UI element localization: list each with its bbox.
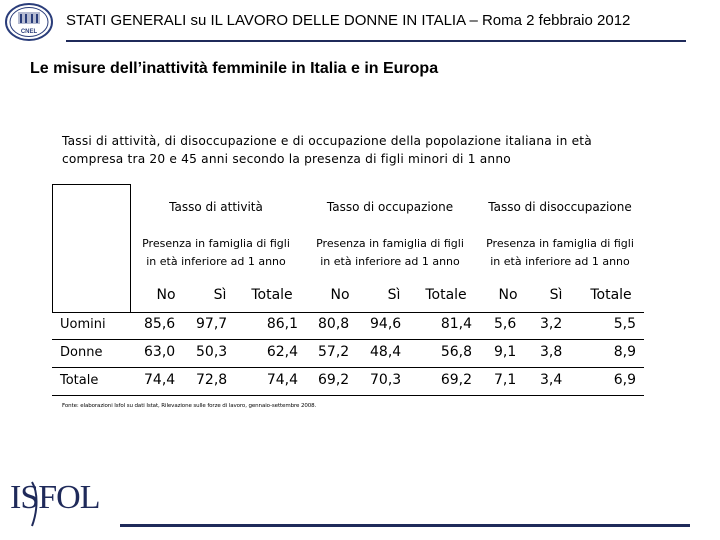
table-caption: Tassi di attività, di disoccupazione e di occupazione della popolazione italiana in età compresa tra 20 e 45 anni secondo la presenza di figli minori di 1 anno — [62, 134, 592, 166]
col-header-totale: Totale — [590, 287, 632, 303]
row-label: Uomini — [60, 317, 106, 332]
col-header-no: No — [498, 287, 518, 303]
slide-title: Le misure dell’inattività femminile in Italia e in Europa — [30, 60, 439, 77]
cell-value: 97,7 — [196, 316, 228, 332]
cell-value: 50,3 — [196, 344, 228, 360]
col-header-totale: Totale — [251, 287, 293, 303]
subheader-disoccupazione — [474, 235, 646, 271]
cell-value: 81,4 — [440, 316, 472, 332]
group-header-attivita: Tasso di attività — [169, 200, 263, 214]
row-separator — [52, 367, 644, 368]
seal-text: CNEL — [20, 29, 38, 35]
subheader-line: in età inferiore ad 1 anno — [146, 255, 286, 268]
cell-value: 74,4 — [266, 372, 298, 388]
cell-value: 3,8 — [540, 344, 563, 360]
cnel-seal-logo — [4, 2, 54, 42]
cell-value: 63,0 — [144, 344, 176, 360]
cell-value: 70,3 — [370, 372, 402, 388]
cell-value: 62,4 — [266, 344, 298, 360]
cell-value: 5,5 — [613, 316, 636, 332]
header-title: STATI GENERALI su IL LAVORO DELLE DONNE IN ITALIA – Roma 2 febbraio 2012 — [66, 12, 631, 29]
cell-value: 8,9 — [613, 344, 636, 360]
subheader-line: Presenza in famiglia di figli — [486, 237, 634, 250]
subheader-line: in età inferiore ad 1 anno — [320, 255, 460, 268]
isfol-logo — [8, 470, 118, 530]
row-separator — [52, 312, 644, 313]
isfol-logo-text: ISFOL — [10, 479, 100, 516]
col-header-si: Sì — [213, 287, 227, 303]
footer-divider — [120, 524, 690, 527]
col-header-si: Sì — [387, 287, 401, 303]
data-table — [52, 184, 644, 400]
cell-value: 6,9 — [613, 372, 636, 388]
col-header-no: No — [330, 287, 350, 303]
col-header-no: No — [156, 287, 176, 303]
source-footnote: Fonte: elaborazioni Isfol su dati Istat, Rilevazione sulle forze di lavoro, gennaio-settembre 2008. — [62, 403, 317, 409]
row-label: Donne — [60, 345, 103, 360]
cell-value: 69,2 — [318, 372, 350, 388]
cell-value: 56,8 — [440, 344, 472, 360]
subheader-occupazione — [304, 235, 476, 271]
cell-value: 72,8 — [196, 372, 228, 388]
group-header-occupazione: Tasso di occupazione — [326, 200, 454, 214]
row-separator — [52, 395, 644, 396]
cell-value: 86,1 — [266, 316, 298, 332]
header-divider — [66, 40, 686, 42]
subheader-line: Presenza in famiglia di figli — [142, 237, 290, 250]
group-header-disoccupazione: Tasso di disoccupazione — [488, 200, 632, 214]
col-header-si: Sì — [549, 287, 563, 303]
cell-value: 74,4 — [144, 372, 176, 388]
cell-value: 3,4 — [540, 372, 563, 388]
cell-value: 69,2 — [440, 372, 472, 388]
row-separator — [52, 339, 644, 340]
cell-value: 3,2 — [540, 316, 563, 332]
corner-box-left — [52, 184, 53, 312]
cell-value: 7,1 — [494, 372, 517, 388]
subheader-line: Presenza in famiglia di figli — [316, 237, 464, 250]
col-header-totale: Totale — [425, 287, 467, 303]
row-label: Totale — [60, 373, 99, 388]
cell-value: 85,6 — [144, 316, 176, 332]
cell-value: 80,8 — [318, 316, 350, 332]
cell-value: 48,4 — [370, 344, 402, 360]
cell-value: 94,6 — [370, 316, 402, 332]
cell-value: 57,2 — [318, 344, 350, 360]
corner-box-top — [52, 184, 130, 185]
subheader-attivita — [130, 235, 302, 271]
cell-value: 5,6 — [494, 316, 517, 332]
cell-value: 9,1 — [494, 344, 517, 360]
subheader-line: in età inferiore ad 1 anno — [490, 255, 630, 268]
